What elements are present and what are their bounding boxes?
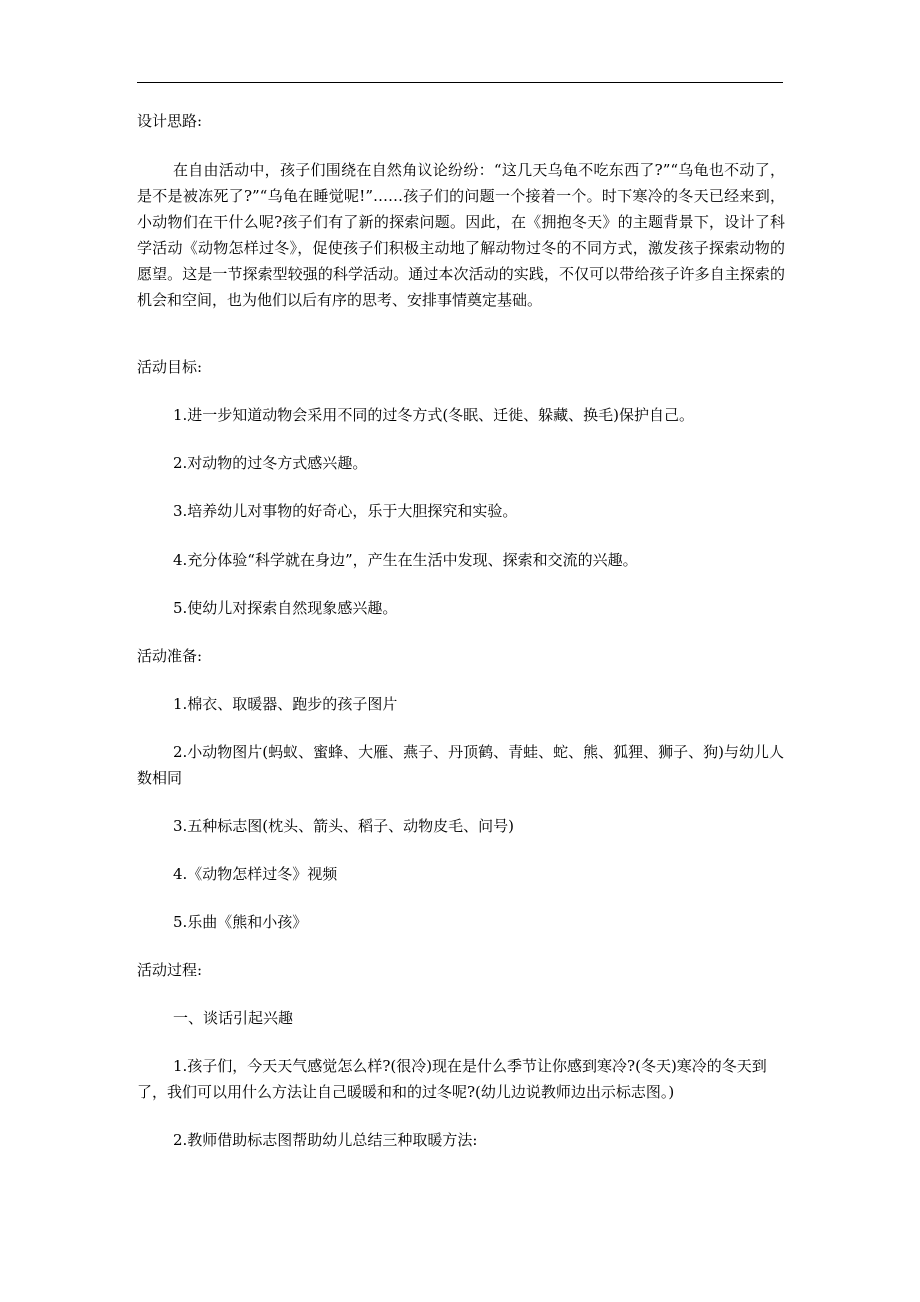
- design-heading: 设计思路:: [137, 112, 203, 130]
- process-item-2: 2.教师借助标志图帮助幼儿总结三种取暖方法:: [173, 1131, 478, 1149]
- goal-item-2: 2.对动物的过冬方式感兴趣。: [173, 454, 368, 472]
- process-heading: 活动过程:: [137, 961, 203, 979]
- header-rule: [137, 82, 783, 83]
- prep-item-3: 3.五种标志图(枕头、箭头、稻子、动物皮毛、问号): [173, 817, 515, 835]
- goal-item-1: 1.进一步知道动物会采用不同的过冬方式(冬眠、迁徙、躲藏、换毛)保护自己。: [173, 406, 695, 424]
- prep-item-5: 5.乐曲《熊和小孩》: [173, 913, 308, 931]
- design-paragraph: 在自由活动中，孩子们围绕在自然角议论纷纷：“这几天乌龟不吃东西了?”“乌龟也不动了，是不是被冻死了?”“乌龟在睡觉呢!”……孩子们的问题一个接着一个。时下寒冷的冬天已经来到，小动物们在干什么呢?孩子们有了新的探索问题。因此，在《拥抱冬天》的主题背景下，设计了科学活动《动物怎样过冬》，促使孩子们积极主动地了解动物过冬的不同方式，激发孩子探索动物的愿望。这是一节探索型较强的科学活动。通过本次活动的实践，不仅可以带给孩子许多自主探索的机会和空间，也为他们以后有序的思考、安排事情奠定基础。: [137, 161, 785, 309]
- goals-heading: 活动目标:: [137, 358, 203, 376]
- prep-item-2: 2.小动物图片(蚂蚁、蜜蜂、大雁、燕子、丹顶鹤、青蛙、蛇、熊、狐狸、狮子、狗)与幼儿人数相同: [137, 743, 785, 787]
- prep-item-1: 1.棉衣、取暖器、跑步的孩子图片: [173, 695, 398, 713]
- goal-item-3: 3.培养幼儿对事物的好奇心，乐于大胆探究和实验。: [173, 502, 518, 520]
- goal-item-5: 5.使幼儿对探索自然现象感兴趣。: [173, 599, 398, 617]
- process-subheading: 一、谈话引起兴趣: [173, 1009, 294, 1027]
- goal-item-4: 4.充分体验“科学就在身边”，产生在生活中发现、探索和交流的兴趣。: [173, 551, 638, 569]
- prep-heading: 活动准备:: [137, 647, 203, 665]
- prep-item-4: 4.《动物怎样过冬》视频: [173, 865, 338, 883]
- process-item-1: 1.孩子们，今天天气感觉怎么样?(很冷)现在是什么季节让你感到寒冷?(冬天)寒冷的冬天到了，我们可以用什么方法让自己暖暖和和的过冬呢?(幼儿边说教师边出示标志图。): [137, 1057, 767, 1101]
